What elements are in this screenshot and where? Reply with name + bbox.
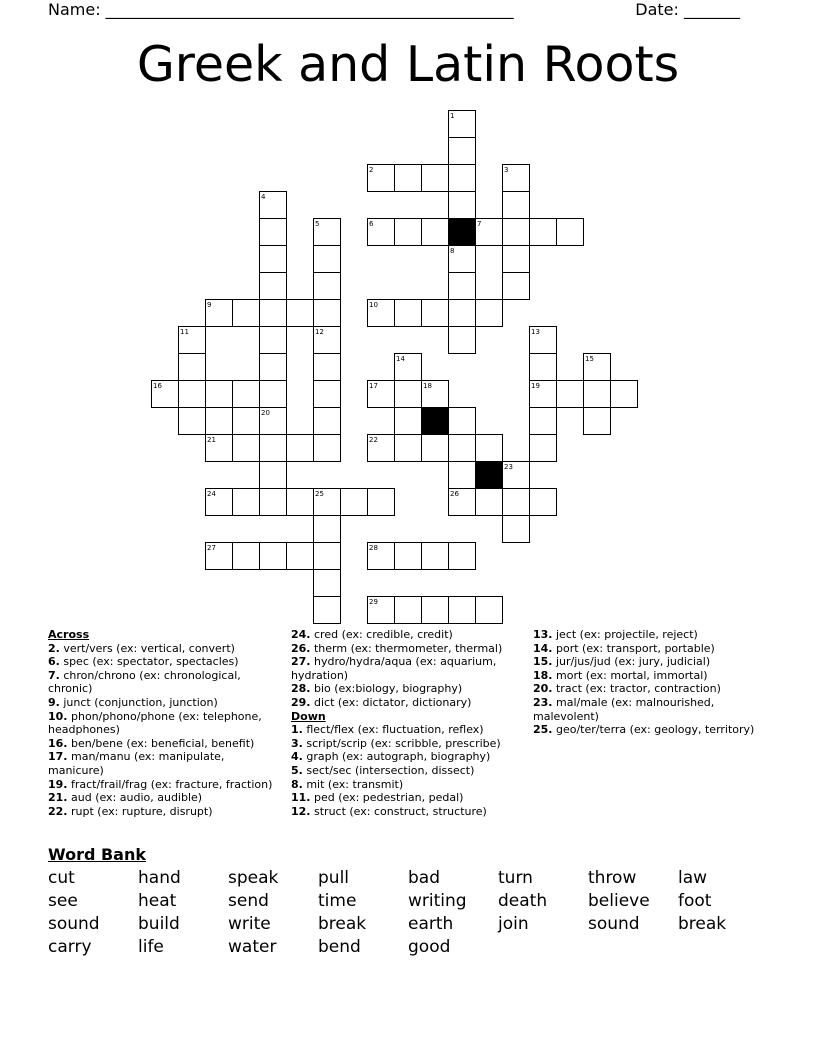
clue-number-label: 25. [533,723,553,737]
clue-number-label: 14. [533,641,553,655]
black-cell [421,407,449,435]
clue-number: 10 [369,301,378,309]
word-bank-item: death [498,891,548,911]
clue-number: 2 [369,166,374,174]
grid-cell[interactable] [529,407,557,435]
black-cell [475,461,503,489]
clue-item [533,682,765,696]
word-bank-item: good [408,937,451,957]
word-bank-item: cut [48,868,75,888]
grid-cell[interactable] [286,434,314,462]
clue-item [291,628,523,642]
grid-cell[interactable] [394,164,422,192]
clue-text: junct (conjunction, junction) [59,695,218,709]
grid-cell[interactable] [529,434,557,462]
grid-cell[interactable] [583,380,611,408]
word-bank-item: writing [408,891,467,911]
grid-cell[interactable] [259,434,287,462]
grid-cell[interactable] [232,434,260,462]
grid-cell[interactable] [313,569,341,597]
clue-number-label: 1. [291,723,303,737]
clue-number: 24 [207,490,216,498]
grid-cell[interactable] [394,380,422,408]
grid-cell[interactable] [421,299,449,327]
clue-item [533,628,765,642]
grid-cell[interactable] [259,488,287,516]
clue-number-label: 10. [48,709,68,723]
word-bank-item: believe [588,891,650,911]
word-bank-item: bend [318,937,361,957]
clue-number: 8 [450,247,455,255]
clues-heading: Across [48,628,90,641]
clue-item [291,723,523,737]
clue-number-label: 3. [291,736,303,750]
grid-cell[interactable] [367,488,395,516]
clue-number: 4 [261,193,266,201]
grid-cell[interactable] [232,488,260,516]
date-field[interactable]: Date: _______ [635,0,740,19]
grid-cell[interactable] [259,461,287,489]
clue-text: tract (ex: tractor, contraction) [552,682,721,696]
clue-number-label: 6. [48,655,60,669]
word-bank-item: see [48,891,78,911]
grid-cell[interactable] [178,407,206,435]
grid-cell[interactable] [313,542,341,570]
grid-cell[interactable] [259,245,287,273]
clue-number: 5 [315,220,320,228]
clue-text: ject (ex: projectile, reject) [552,628,698,641]
clue-number-label: 11. [291,791,311,805]
grid-cell[interactable] [232,407,260,435]
clue-number-label: 12. [291,804,311,818]
clue-number-label: 15. [533,655,553,669]
clue-number: 23 [504,463,513,471]
clue-text: cred (ex: credible, credit) [310,628,453,641]
clue-number: 15 [585,355,594,363]
grid-cell[interactable] [448,407,476,435]
clue-text: bio (ex:biology, biography) [310,682,463,696]
grid-cell[interactable] [475,299,503,327]
clue-number-label: 18. [533,668,553,682]
clue-item [48,778,280,792]
grid-cell[interactable] [502,245,530,273]
clue-item [48,791,280,805]
clue-number: 26 [450,490,459,498]
clue-number: 27 [207,544,216,552]
clue-item [291,791,523,805]
word-bank-item: turn [498,868,533,888]
clue-text: geo/ter/terra (ex: geology, territory) [552,723,755,737]
clue-item [48,642,280,656]
name-field[interactable]: Name: ___________________________________________________ [48,0,514,19]
grid-cell[interactable] [610,380,638,408]
clue-number-label: 28. [291,682,311,696]
word-bank-item: bad [408,868,440,888]
clue-item [291,696,523,710]
clue-item [291,682,523,696]
grid-cell[interactable] [475,596,503,624]
clue-text: aud (ex: audio, audible) [67,791,203,805]
clue-text: mal/male (ex: malnourished, malevolent) [533,695,715,723]
clue-number-label: 4. [291,750,303,764]
clue-number: 28 [369,544,378,552]
grid-cell[interactable] [232,542,260,570]
word-bank-item: throw [588,868,637,888]
clue-item [533,655,765,669]
clue-number: 16 [153,382,162,390]
clue-number: 17 [369,382,378,390]
clue-text: ben/bene (ex: beneficial, benefit) [67,736,255,750]
clue-text: man/manu (ex: manipulate, manicure) [48,750,225,777]
word-bank-item: break [318,914,367,934]
grid-cell[interactable] [313,353,341,381]
grid-cell[interactable] [475,488,503,516]
clue-number: 25 [315,490,324,498]
clue-text: mit (ex: transmit) [302,777,404,791]
grid-cell[interactable] [394,407,422,435]
word-bank-item: water [228,937,277,957]
grid-cell[interactable] [313,407,341,435]
clue-number: 18 [423,382,432,390]
word-bank-item: send [228,891,269,911]
clue-number-label: 20. [533,682,553,696]
clue-number: 22 [369,436,378,444]
grid-cell[interactable] [178,380,206,408]
grid-cell[interactable] [448,434,476,462]
grid-cell[interactable] [259,353,287,381]
grid-cell[interactable] [259,299,287,327]
word-bank-item: time [318,891,357,911]
word-bank-item: heat [138,891,177,911]
clue-number-label: 7. [48,668,60,682]
clue-number-label: 21. [48,791,68,805]
grid-cell[interactable] [232,299,260,327]
grid-cell[interactable] [448,164,476,192]
clue-number-label: 27. [291,655,311,669]
clue-text: ped (ex: pedestrian, pedal) [310,791,464,805]
page-title: Greek and Latin Roots [136,36,680,93]
clue-number: 9 [207,301,212,309]
clue-item [48,710,280,737]
grid-cell[interactable] [421,164,449,192]
grid-cell[interactable] [448,596,476,624]
clue-item [291,655,523,682]
grid-cell[interactable] [259,542,287,570]
grid-cell[interactable] [205,407,233,435]
clue-number-label: 16. [48,736,68,750]
clues-heading: Down [291,709,326,723]
grid-cell[interactable] [502,272,530,300]
grid-cell[interactable] [394,596,422,624]
grid-cell[interactable] [556,380,584,408]
grid-cell[interactable] [394,299,422,327]
clue-number-label: 22. [48,804,68,818]
clue-number-label: 9. [48,695,60,709]
grid-cell[interactable] [448,299,476,327]
grid-cell[interactable] [259,380,287,408]
clue-text: sect/sec (intersection, dissect) [302,763,475,777]
clue-number-label: 5. [291,763,303,777]
grid-cell[interactable] [421,434,449,462]
grid-cell[interactable] [502,488,530,516]
clue-text: rupt (ex: rupture, disrupt) [67,804,213,818]
clue-number-label: 23. [533,695,553,709]
grid-cell[interactable] [448,461,476,489]
grid-cell[interactable] [313,434,341,462]
word-bank-item: join [498,914,529,934]
word-bank-item: life [138,937,164,957]
clue-text: graph (ex: autograph, biography) [302,750,491,764]
grid-cell[interactable] [448,272,476,300]
clue-number-label: 26. [291,641,311,655]
grid-cell[interactable] [448,137,476,165]
clue-number: 19 [531,382,540,390]
black-cell [448,218,476,246]
clue-item [291,750,523,764]
grid-cell[interactable] [394,218,422,246]
grid-cell[interactable] [448,542,476,570]
grid-cell[interactable] [313,515,341,543]
clue-item [291,778,523,792]
grid-cell[interactable] [232,380,260,408]
grid-cell[interactable] [421,542,449,570]
word-bank-item: speak [228,868,279,888]
word-bank-item: build [138,914,180,934]
clue-text: phon/phono/phone (ex: telephone, headphones) [48,709,262,737]
clue-number: 20 [261,409,270,417]
grid-cell[interactable] [502,218,530,246]
clue-number-label: 17. [48,750,68,764]
clue-text: struct (ex: construct, structure) [310,804,487,818]
clue-item [291,764,523,778]
grid-cell[interactable] [313,380,341,408]
clue-number: 14 [396,355,405,363]
grid-cell[interactable] [529,353,557,381]
clue-item [48,737,280,751]
grid-cell[interactable] [448,191,476,219]
clue-number: 3 [504,166,509,174]
clues-column-2 [291,628,523,818]
clue-item [48,696,280,710]
word-bank-item: hand [138,868,181,888]
grid-cell[interactable] [286,299,314,327]
grid-cell[interactable] [556,218,584,246]
clue-text: mort (ex: mortal, immortal) [552,668,708,682]
word-bank-item: write [228,914,271,934]
clue-item [48,669,280,696]
grid-cell[interactable] [178,353,206,381]
clue-text: fract/frail/frag (ex: fracture, fraction) [67,777,273,791]
clue-number: 7 [477,220,482,228]
grid-cell[interactable] [259,218,287,246]
clue-number: 6 [369,220,374,228]
clue-item [533,696,765,723]
clue-number-label: 24. [291,628,311,641]
grid-cell[interactable] [502,191,530,219]
grid-cell[interactable] [259,326,287,354]
word-bank-item: break [678,914,727,934]
word-bank-item: sound [48,914,100,934]
clue-text: chron/chrono (ex: chronological, chronic) [48,668,241,696]
clue-number-label: 8. [291,777,303,791]
word-bank-item: law [678,868,708,888]
grid-cell[interactable] [475,434,503,462]
grid-cell[interactable] [313,272,341,300]
clue-item [533,723,765,737]
grid-cell[interactable] [421,218,449,246]
word-bank-item: carry [48,937,92,957]
grid-cell[interactable] [313,245,341,273]
clues-column-3 [533,628,765,737]
clue-text: script/scrip (ex: scribble, prescribe) [302,736,501,750]
clue-text: flect/flex (ex: fluctuation, reflex) [302,723,484,737]
clue-text: spec (ex: spectator, spectacles) [59,655,239,669]
clue-item [291,737,523,751]
grid-cell[interactable] [421,596,449,624]
word-bank-item: sound [588,914,640,934]
clue-number-label: 13. [533,628,553,641]
clue-number-label: 29. [291,695,311,709]
clue-text: vert/vers (ex: vertical, convert) [59,641,235,655]
grid-cell[interactable] [340,488,368,516]
clue-text: hydro/hydra/aqua (ex: aquarium, hydration) [291,655,497,682]
word-bank [48,867,768,959]
clue-number: 11 [180,328,189,336]
clue-number: 13 [531,328,540,336]
clue-text: port (ex: transport, portable) [552,641,715,655]
grid-cell[interactable] [205,380,233,408]
clue-item [48,655,280,669]
clue-number: 1 [450,112,455,120]
clue-item [533,642,765,656]
clue-item [291,642,523,656]
clue-text: jur/jus/jud (ex: jury, judicial) [552,655,711,669]
clue-number: 21 [207,436,216,444]
clue-item [533,669,765,683]
word-bank-item: pull [318,868,350,888]
clue-item [291,805,523,819]
grid-cell[interactable] [259,272,287,300]
grid-cell[interactable] [286,542,314,570]
grid-cell[interactable] [502,515,530,543]
clue-number: 12 [315,328,324,336]
clues-column-1 [48,628,280,818]
grid-cell[interactable] [286,488,314,516]
grid-cell[interactable] [583,407,611,435]
clue-text: dict (ex: dictator, dictionary) [310,695,472,709]
clue-item [48,805,280,819]
grid-cell[interactable] [394,542,422,570]
grid-cell[interactable] [313,299,341,327]
clue-item [48,750,280,777]
word-bank-title: Word Bank [48,845,147,864]
word-bank-item: foot [678,891,712,911]
grid-cell[interactable] [529,488,557,516]
clue-number-label: 19. [48,777,68,791]
clue-text: therm (ex: thermometer, thermal) [310,641,503,655]
grid-cell[interactable] [394,434,422,462]
grid-cell[interactable] [529,218,557,246]
clue-number: 29 [369,598,378,606]
word-bank-item: earth [408,914,454,934]
grid-cell[interactable] [313,596,341,624]
grid-cell[interactable] [448,326,476,354]
clue-number-label: 2. [48,641,60,655]
